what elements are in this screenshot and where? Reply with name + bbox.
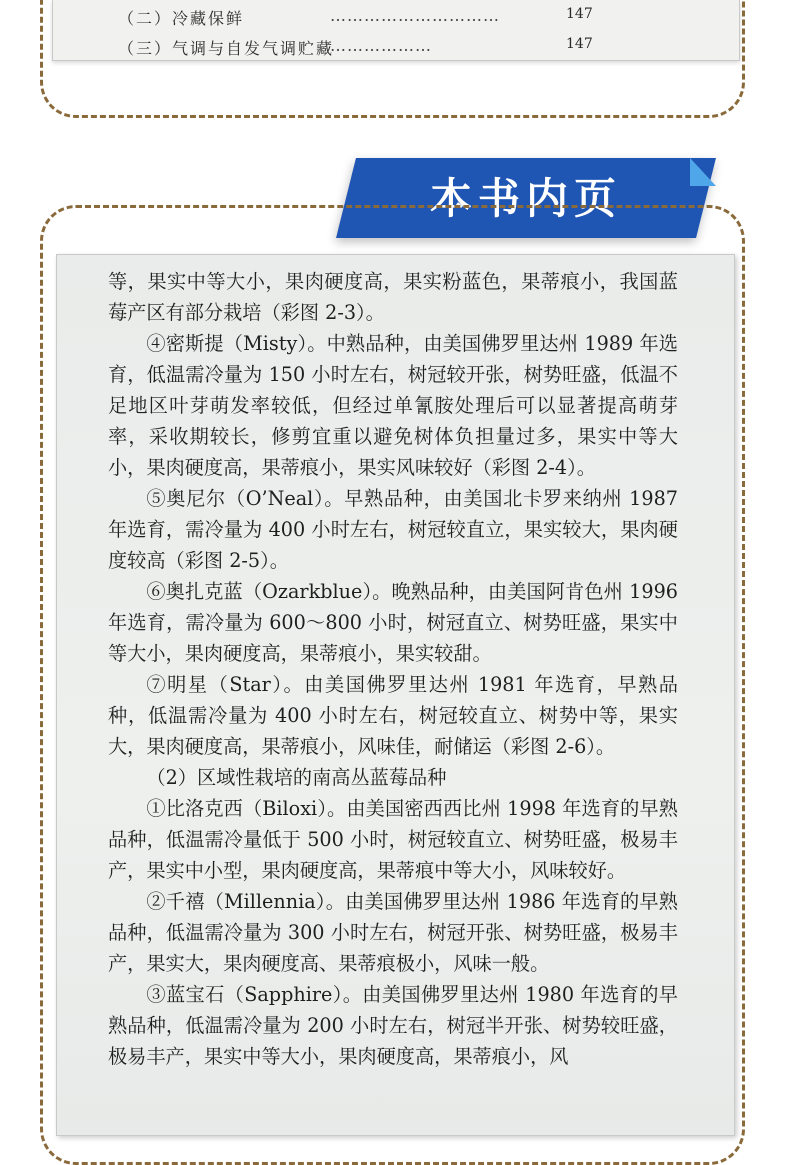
paragraph: ④密斯提（Misty）。中熟品种，由美国佛罗里达州 1989 年选育，低温需冷量为 150 小时左右，树冠较开张，树势旺盛，低温不足地区叶芽萌发率较低，但经过单氰胺处理后可以显著提高萌芽率，采收期较长，修剪宜重以避免树体负担量过多，果实中等大小，果肉硬度高，果蒂痕小，果实风味较好（彩图 2-4）。: [108, 332, 678, 479]
toc-item-label: （三）气调与自发气调贮藏: [118, 39, 335, 58]
paragraph: ①比洛克西（Biloxi）。由美国密西西比州 1998 年选育的早熟品种，低温需冷量低于 500 小时，树冠较直立、树势旺盛，极易丰产，果实中小型，果肉硬度高，果蒂痕中等大小，风味较好。: [108, 797, 678, 882]
toc-item-page: 147: [566, 36, 593, 52]
toc-item: [118, 34, 598, 60]
paragraph: ⑥奥扎克蓝（Ozarkblue）。晚熟品种，由美国阿肯色州 1996 年选育，需冷量为 600～800 小时，树冠直立、树势旺盛，果实中等大小，果肉硬度高，果蒂痕小，果实较甜。: [108, 580, 678, 665]
paragraph: ③蓝宝石（Sapphire）。由美国佛罗里达州 1980 年选育的早熟品种，低温需冷量为 200 小时左右，树冠半开张、树势较旺盛，极易丰产，果实中等大小，果肉硬度高，果蒂痕小，风: [108, 983, 678, 1068]
toc-item-label: （二）冷藏保鲜: [118, 9, 245, 28]
paragraph: ⑤奥尼尔（O’Neal）。早熟品种，由美国北卡罗来纳州 1987 年选育，需冷量为 400 小时左右，树冠较直立，果实较大，果肉硬度较高（彩图 2-5）。: [108, 487, 678, 572]
toc-item: [118, 4, 598, 30]
section-banner-title: 本书内页: [429, 174, 622, 223]
toc-item-page: 147: [566, 6, 593, 22]
paragraph: ⑦明星（Star）。由美国佛罗里达州 1981 年选育，早熟品种，低温需冷量为 400 小时左右，树冠较直立、树势中等，果实大，果肉硬度高，果蒂痕小，风味佳，耐储运（彩图 2-6）。: [108, 673, 678, 758]
toc-item-dots: …………………………: [330, 6, 500, 25]
section-heading: （2）区域性栽培的南高丛蓝莓品种: [146, 766, 447, 789]
paragraph: 等，果实中等大小，果肉硬度高，果实粉蓝色，果蒂痕小，我国蓝莓产区有部分栽培（彩图 2-3）。: [108, 270, 678, 324]
book-page-text: [108, 266, 678, 1072]
paragraph: ②千禧（Millennia）。由美国佛罗里达州 1986 年选育的早熟品种，低温需冷量为 300 小时左右，树冠开张、树势旺盛，极易丰产，果实大，果肉硬度高、果蒂痕极小，风味一般。: [108, 890, 678, 975]
toc-item-dots: ………………: [330, 36, 432, 55]
